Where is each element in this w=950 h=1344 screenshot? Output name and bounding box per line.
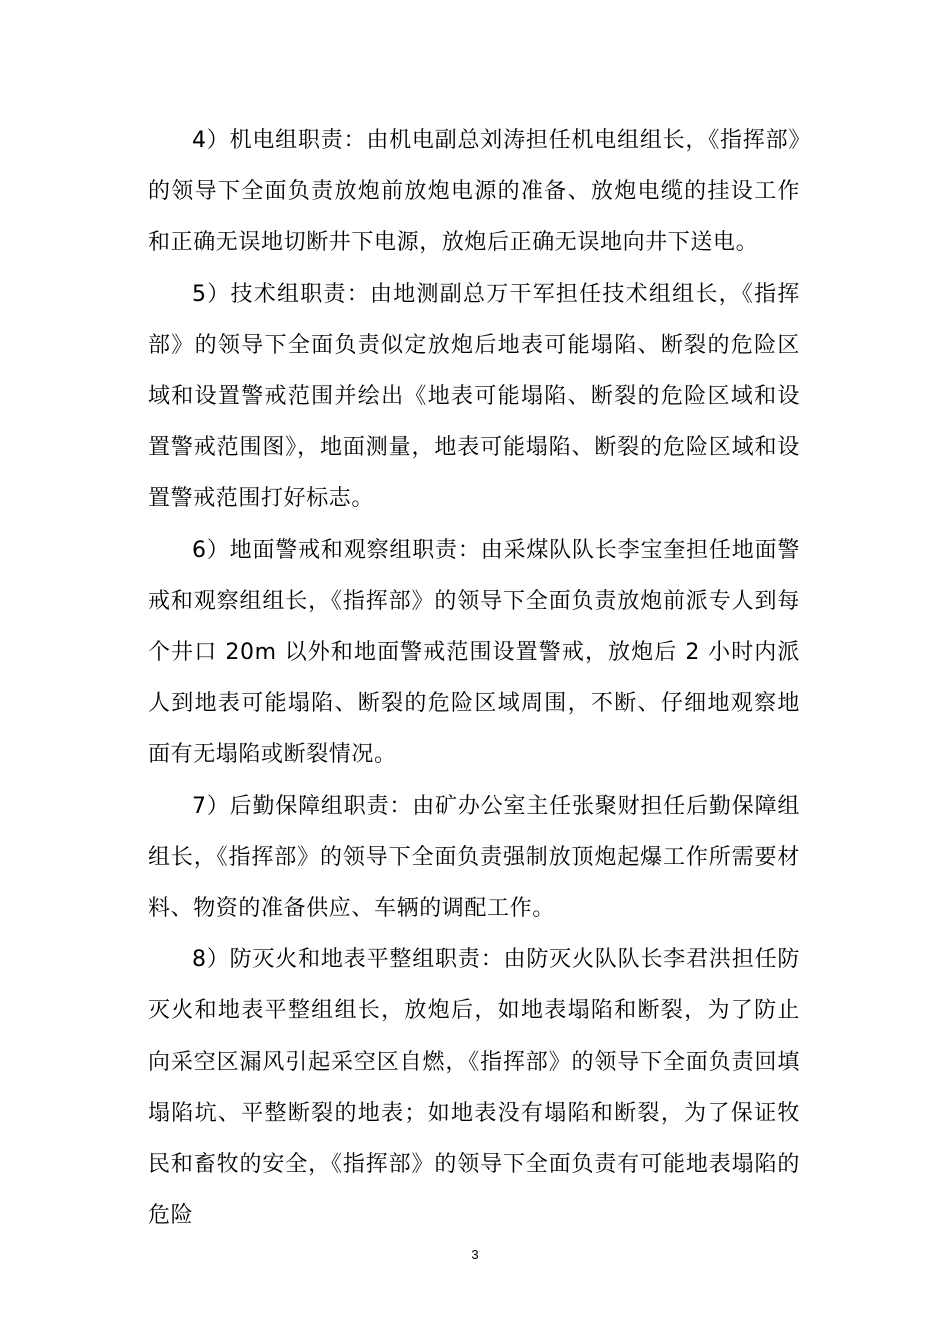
paragraph-logistics-group: 7）后勤保障组职责：由矿办公室主任张聚财担任后勤保障组组长，《指挥部》的领导下全面负责强制放顶炮起爆工作所需要材料、物资的准备供应、车辆的调配工作。: [148, 793, 800, 922]
page-number: 3: [471, 1247, 479, 1262]
document-body: [148, 115, 800, 1241]
paragraph-ground-alert-observation-group: 6）地面警戒和观察组职责：由采煤队队长李宝奎担任地面警戒和观察组组长，《指挥部》的领导下全面负责放炮前派专人到每个井口 20m 以外和地面警戒范围设置警戒，放炮后 2 小时内派人到地表可能塌陷、断裂的危险区域周围，不断、仔细地观察地面有无塌陷或断裂情况。: [148, 537, 800, 768]
paragraph-technical-group: 5）技术组职责：由地测副总万干军担任技术组组长，《指挥部》的领导下全面负责似定放炮后地表可能塌陷、断裂的危险区域和设置警戒范围并绘出《地表可能塌陷、断裂的危险区域和设置警戒范围图》，地面测量，地表可能塌陷、断裂的危险区域和设置警戒范围打好标志。: [148, 281, 800, 512]
paragraph-electromechanical-group: 4）机电组职责：由机电副总刘涛担任机电组组长，《指挥部》的领导下全面负责放炮前放炮电源的准备、放炮电缆的挂设工作和正确无误地切断井下电源，放炮后正确无误地向井下送电。: [148, 128, 800, 256]
paragraph-fire-prevention-leveling-group: 8）防灭火和地表平整组职责：由防灭火队队长李君洪担任防灭火和地表平整组组长，放炮后，如地表塌陷和断裂，为了防止向采空区漏风引起采空区自燃，《指挥部》的领导下全面负责回填塌陷坑、平整断裂的地表；如地表没有塌陷和断裂，为了保证牧民和畜牧的安全，《指挥部》的领导下全面负责有可能地表塌陷的危险: [148, 947, 800, 1229]
